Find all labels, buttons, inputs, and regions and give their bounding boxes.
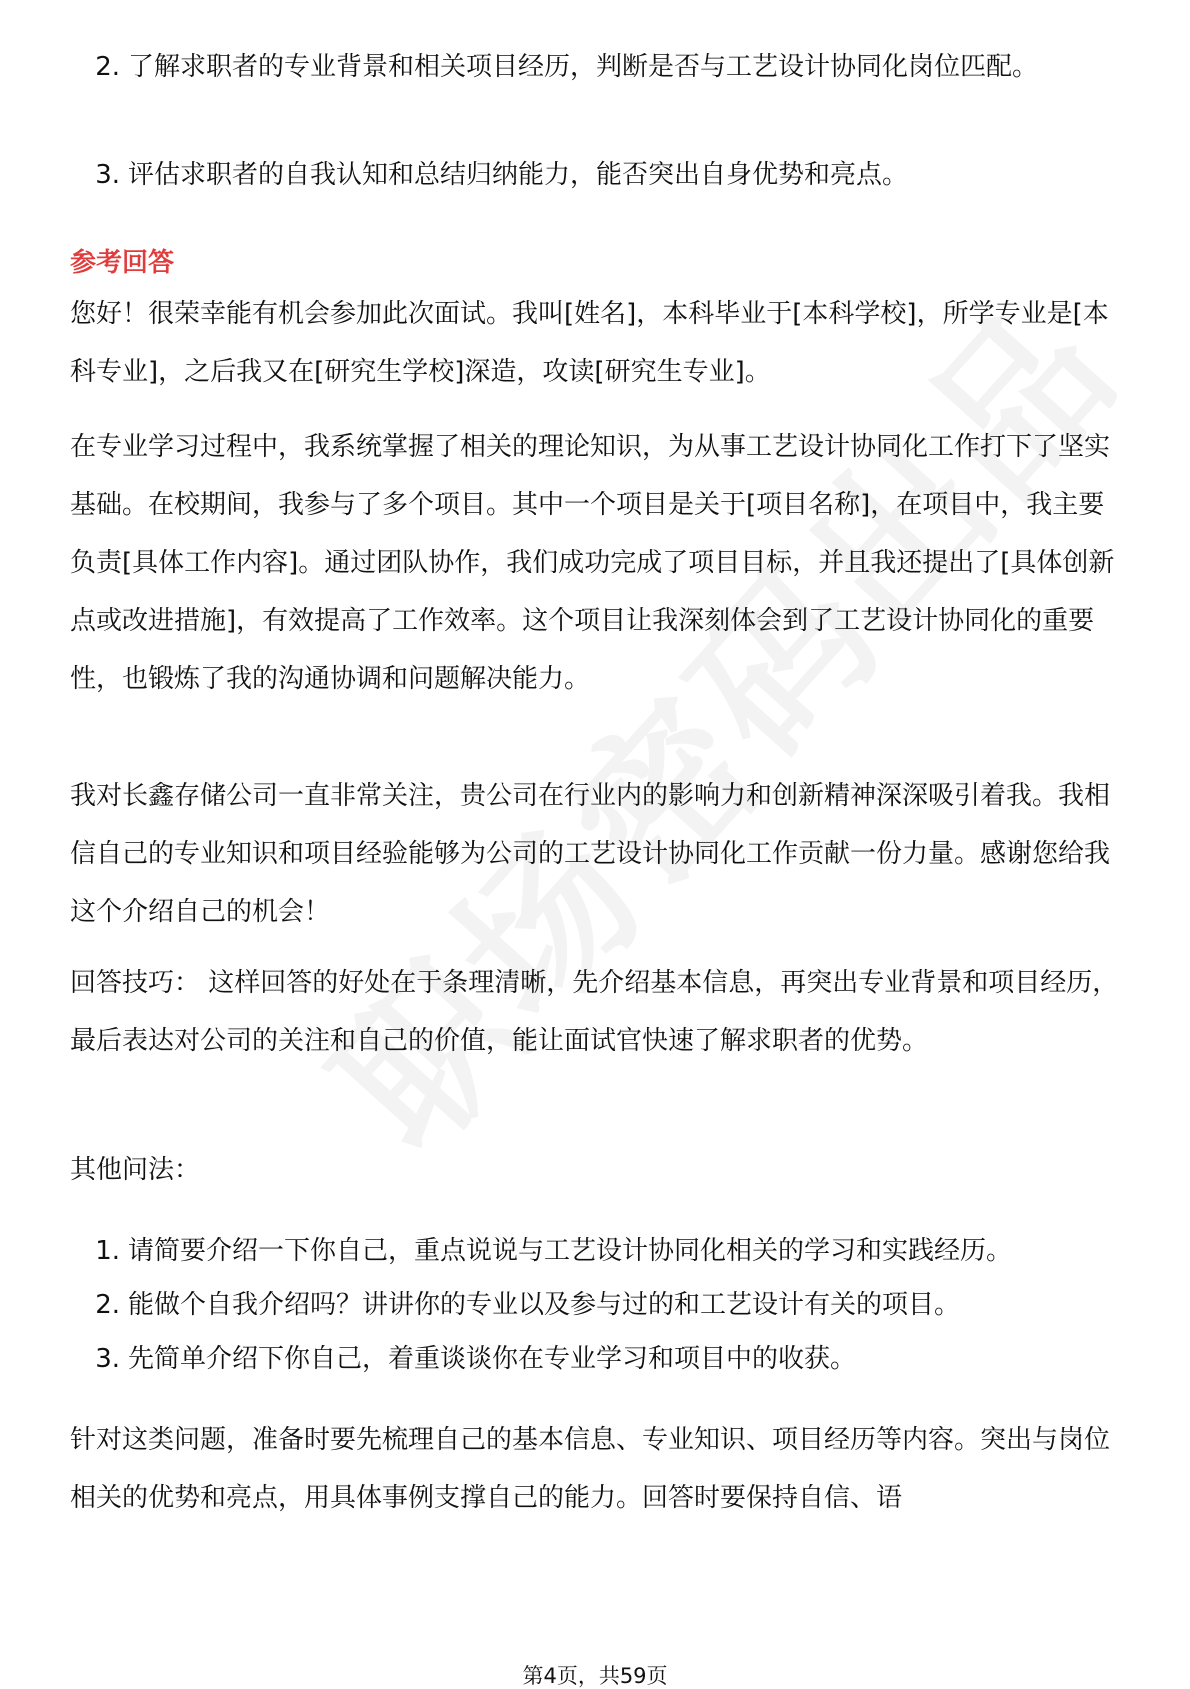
paragraph-intro: 您好！很荣幸能有机会参加此次面试。我叫[姓名]，本科毕业于[本科学校]，所学专业是[本科专业]，之后我又在[研究生学校]深造，攻读[研究生专业]。 [70,299,1109,387]
list-item [86,146,1126,204]
list-text: 了解求职者的专业背景和相关项目经历，判断是否与工艺设计协同化岗位匹配。 [128,52,1039,82]
paragraph-experience: 在专业学习过程中，我系统掌握了相关的理论知识，为从事工艺设计协同化工作打下了坚实基础。在校期间，我参与了多个项目。其中一个项目是关于[项目名称]，在项目中，我主要负责[具体工作内容]。通过团队协作，我们成功完成了项目目标，并且我还提出了[具体创新点或改进措施]，有效提高了工作效率。这个项目让我深刻体会到了工艺设计协同化的重要性，也锻炼了我的沟通协调和问题解决能力。 [70,432,1115,694]
list-text: 先简单介绍下你自己，着重谈谈你在专业学习和项目中的收获。 [128,1344,857,1374]
list-number: 3. [95,160,120,190]
list-number: 3. [95,1344,120,1374]
list-item [86,1276,1126,1334]
list-item [86,1330,1126,1388]
list-number: 2. [95,52,120,82]
list-number: 1. [95,1236,120,1266]
list-number: 2. [95,1290,120,1320]
list-text: 请简要介绍一下你自己，重点说说与工艺设计协同化相关的学习和实践经历。 [128,1236,1013,1266]
page-footer: 第4页，共59页 [522,1664,668,1688]
paragraph-company: 我对长鑫存储公司一直非常关注，贵公司在行业内的影响力和创新精神深深吸引着我。我相信自己的专业知识和项目经验能够为公司的工艺设计协同化工作贡献一份力量。感谢您给我这个介绍自己的机会！ [70,781,1111,927]
paragraph-tips: 回答技巧： 这样回答的好处在于条理清晰，先介绍基本信息，再突出专业背景和项目经历，最后表达对公司的关注和自己的价值，能让面试官快速了解求职者的优势。 [70,968,1119,1056]
section-heading: 参考回答 [70,248,175,278]
list-text: 评估求职者的自我认知和总结归纳能力，能否突出自身优势和亮点。 [128,160,909,190]
paragraph-other-questions: 其他问法： [70,1155,201,1185]
paragraph-closing: 针对这类问题，准备时要先梳理自己的基本信息、专业知识、项目经历等内容。突出与岗位相关的优势和亮点，用具体事例支撑自己的能力。回答时要保持自信、语 [70,1425,1111,1513]
list-item [86,38,1126,96]
list-item [86,1222,1126,1280]
list-text: 能做个自我介绍吗？讲讲你的专业以及参与过的和工艺设计有关的项目。 [128,1290,961,1320]
